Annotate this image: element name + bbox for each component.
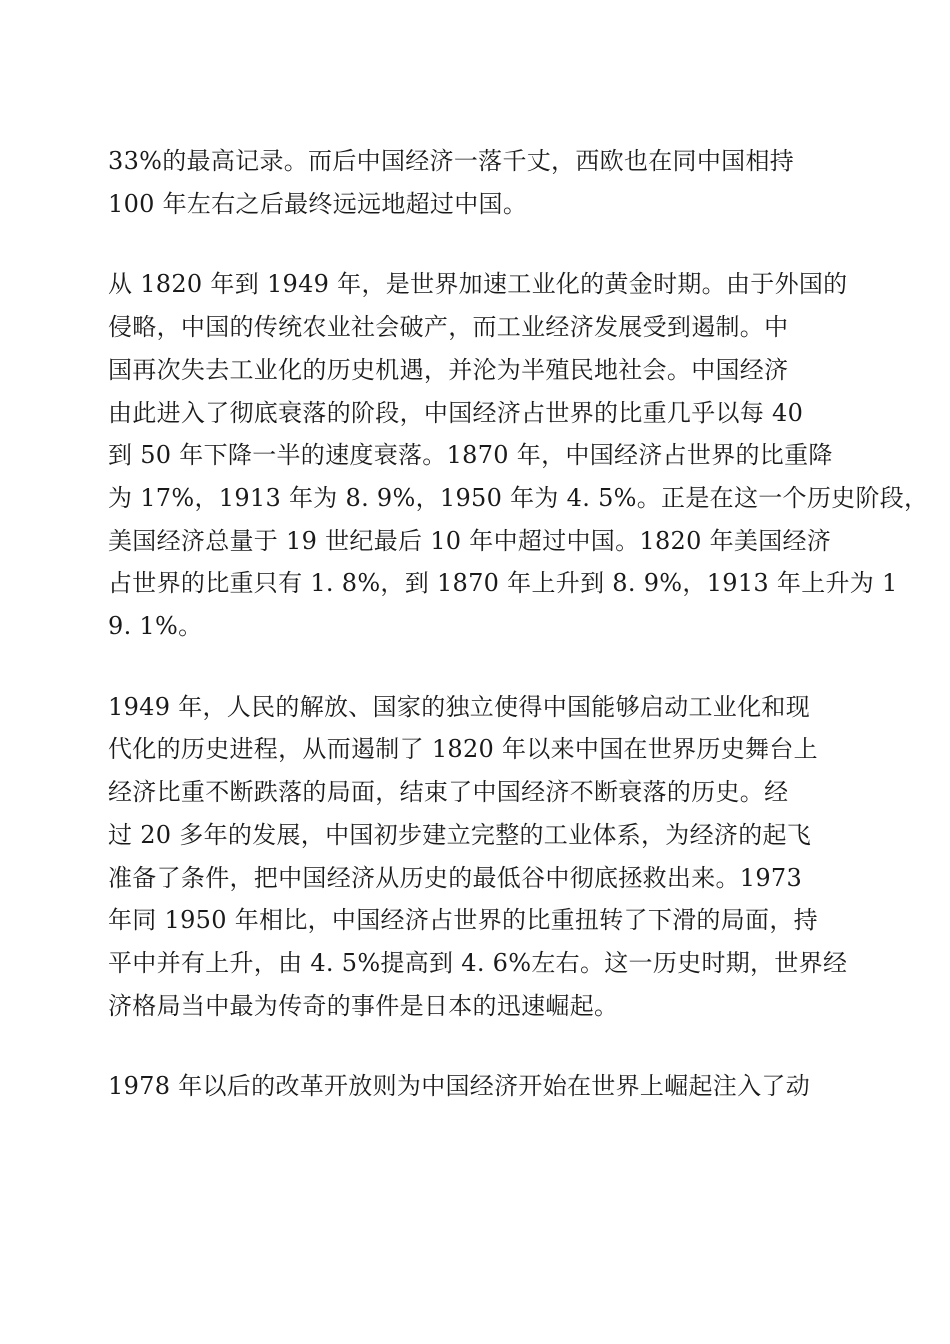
paragraph-1 xyxy=(108,140,853,225)
text-line: 准备了条件，把中国经济从历史的最低谷中彻底拯救出来。1973 xyxy=(108,863,803,892)
text-line: 平中并有上升，由 4. 5%提高到 4. 6%左右。这一历史时期，世界经 xyxy=(108,948,848,977)
text-line: 经济比重不断跌落的局面，结束了中国经济不断衰落的历史。经 xyxy=(108,778,789,807)
text-line: 1978 年以后的改革开放则为中国经济开始在世界上崛起注入了动 xyxy=(108,1072,811,1101)
text-line: 侵略，中国的传统农业社会破产，而工业经济发展受到遏制。中 xyxy=(108,313,789,342)
text-line: 33%的最高记录。而后中国经济一落千丈，西欧也在同中国相持 xyxy=(108,147,795,175)
text-line: 代化的历史进程，从而遏制了 1820 年以来中国在世界历史舞台上 xyxy=(108,735,818,764)
text-line: 年同 1950 年相比，中国经济占世界的比重扭转了下滑的局面，持 xyxy=(108,906,818,935)
text-line: 1949 年，人民的解放、国家的独立使得中国能够启动工业化和现 xyxy=(108,692,811,721)
text-line: 到 50 年下降一半的速度衰落。1870 年，中国经济占世界的比重降 xyxy=(108,441,833,470)
paragraph-3 xyxy=(108,686,853,1028)
document-body xyxy=(108,140,929,1146)
text-line: 美国经济总量于 19 世纪最后 10 年中超过中国。1820 年美国经济 xyxy=(108,526,832,555)
text-line: 9. 1%。 xyxy=(108,612,203,641)
text-line: 100 年左右之后最终远远地超过中国。 xyxy=(108,189,528,218)
text-line: 从 1820 年到 1949 年，是世界加速工业化的黄金时期。由于外国的 xyxy=(108,270,848,299)
text-line: 为 17%，1913 年为 8. 9%，1950 年为 4. 5%。正是在这一个历史阶段， xyxy=(108,483,929,512)
text-line: 占世界的比重只有 1. 8%，到 1870 年上升到 8. 9%，1913 年上升为 1 xyxy=(108,569,898,598)
text-line: 由此进入了彻底衰落的阶段，中国经济占世界的比重几乎以每 40 xyxy=(108,398,804,427)
text-line: 过 20 多年的发展，中国初步建立完整的工业体系，为经济的起飞 xyxy=(108,820,812,849)
text-line: 国再次失去工业化的历史机遇，并沦为半殖民地社会。中国经济 xyxy=(108,355,789,384)
paragraph-2 xyxy=(108,263,929,647)
paragraph-4 xyxy=(108,1065,853,1108)
text-line: 济格局当中最为传奇的事件是日本的迅速崛起。 xyxy=(108,991,619,1020)
